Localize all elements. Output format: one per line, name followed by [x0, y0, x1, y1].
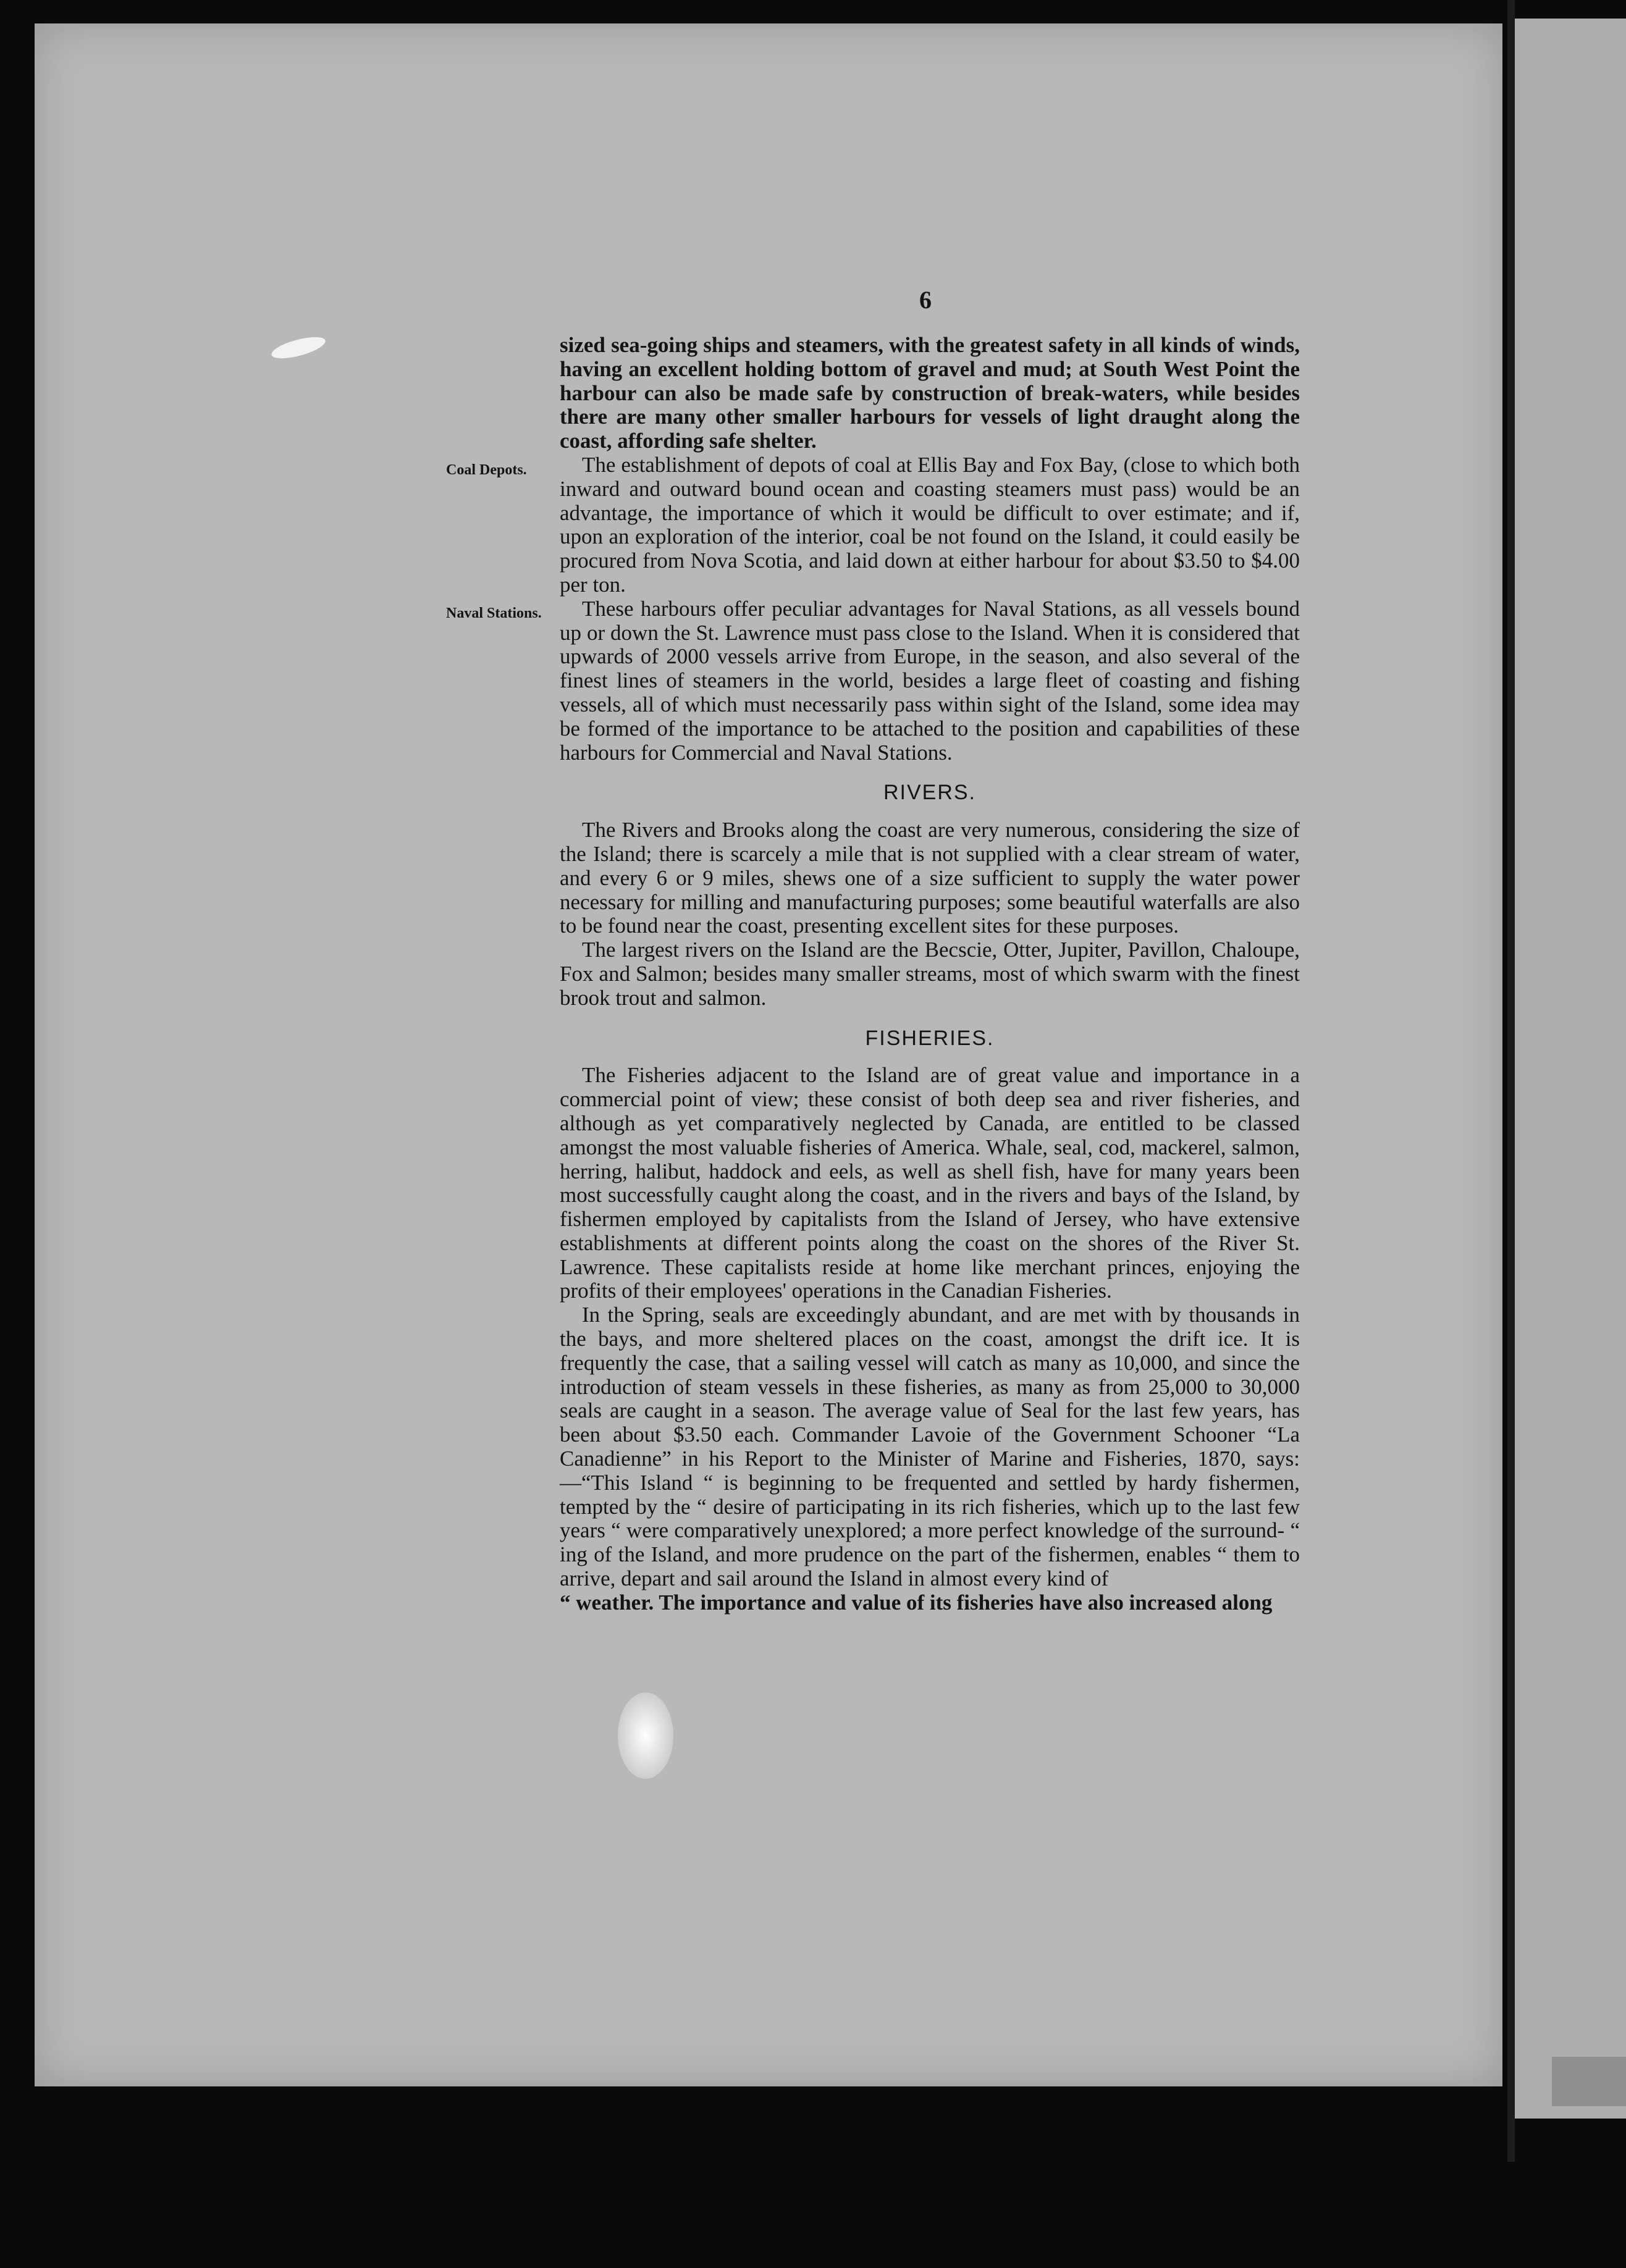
paragraph-rivers-1: The Rivers and Brooks along the coast are very numerous, considering the size of the Island; there is scarcely a mile that is not supplied with a clear stream of water, and every 6 or 9 miles, shews one of a size sufficient to supply the water power necessary for milling and manufacturing purposes; some beautiful waterfalls are also to be found near the coast, presenting excellent sites for these purposes.	[560, 818, 1300, 938]
paragraph-coal-depots: The establishment of depots of coal at Ellis Bay and Fox Bay, (close to which both inward and outward bound ocean and coasting steamers must pass) would be an advantage, the importance of which it would be difficult to over estimate; and if, upon an exploration of the interior, coal be not found on the Island, it could easily be procured from Nova Scotia, and laid down at either harbour for about $3.50 to $4.00 per ton.	[560, 452, 1300, 597]
heading-fisheries: FISHERIES.	[865, 1026, 995, 1050]
light-stain	[618, 1692, 673, 1779]
side-note-coal-depots: Coal Depots.	[446, 462, 527, 478]
paragraph-fisheries-last-line: “ weather. The importance and value of its fisheries have also increased along	[560, 1590, 1273, 1615]
page-corner	[1552, 2057, 1626, 2106]
side-note-naval-stations: Naval Stations.	[446, 605, 542, 621]
paragraph-fisheries-1: The Fisheries adjacent to the Island are of great value and importance in a commercial point of view; these consist of both deep sea and river fisheries, and although as yet comparatively neglected by Canada, are entitled to be classed amongst the most valuable fisheries of America. Whale, seal, cod, mackerel, salmon, herring, halibut, haddock and eels, as well as shell fish, have for many years been most successfully caught along the coast, and in the rivers and bays of the Island, by fishermen employed by capitalists from the Island of Jersey, who have extensive establishments at different points along the coast on the shores of the River St. Lawrence. These capitalists reside at home like merchant princes, enjoying the profits of their employees' operations in the Canadian Fisheries.	[560, 1063, 1300, 1303]
paragraph-rivers-2: The largest rivers on the Island are the Becscie, Otter, Jupiter, Pavillon, Chaloupe, Fox and Salmon; besides many smaller streams, most of which swarm with the finest brook trout and salmon.	[560, 938, 1300, 1010]
page-number: 6	[919, 286, 932, 314]
adjacent-page	[1515, 19, 1626, 2119]
body-text	[560, 334, 1300, 1615]
heading-rivers: RIVERS.	[883, 781, 977, 805]
paragraph-fisheries-2: In the Spring, seals are exceedingly abundant, and are met with by thousands in the bays, and more sheltered places on the coast, amongst the drift ice. It is frequently the case, that a sailing vessel will catch as many as 10,000, and since the introduction of steam vessels in these fisheries, as many as from 25,000 to 30,000 seals are caught in a season. The average value of Seal for the last few years, has been about $3.50 each. Commander Lavoie of the Government Schooner “La Canadienne” in his Report to the Minister of Marine and Fisheries, 1870, says:—“This Island “ is beginning to be frequented and settled by hardy fishermen, tempted by the “ desire of participating in its rich fisheries, which up to the last few years “ were comparatively unexplored; a more perfect knowledge of the surround- “ ing of the Island, and more prudence on the part of the fishermen, enables “ them to arrive, depart and sail around the Island in almost every kind of	[560, 1303, 1300, 1591]
paragraph-naval-stations: These harbours offer peculiar advantages for Naval Stations, as all vessels bound up or down the St. Lawrence must pass close to the Island. When it is considered that upwards of 2000 vessels arrive from Europe, in the season, and also several of the finest lines of steamers in the world, besides a large fleet of coasting and fishing vessels, all of which must necessarily pass within sight of the Island, some idea may be formed of the importance to be attached to the position and capabilities of these harbours for Commercial and Naval Stations.	[560, 596, 1300, 765]
page-edge	[1507, 0, 1515, 2162]
paragraph-harbours: sized sea-going ships and steamers, with the greatest safety in all kinds of winds, having an excellent holding bottom of gravel and mud; at South West Point the harbour can also be made safe by construction of break-waters, while besides there are many other smaller harbours for vessels of light draught along the coast, affording safe shelter.	[560, 333, 1300, 453]
